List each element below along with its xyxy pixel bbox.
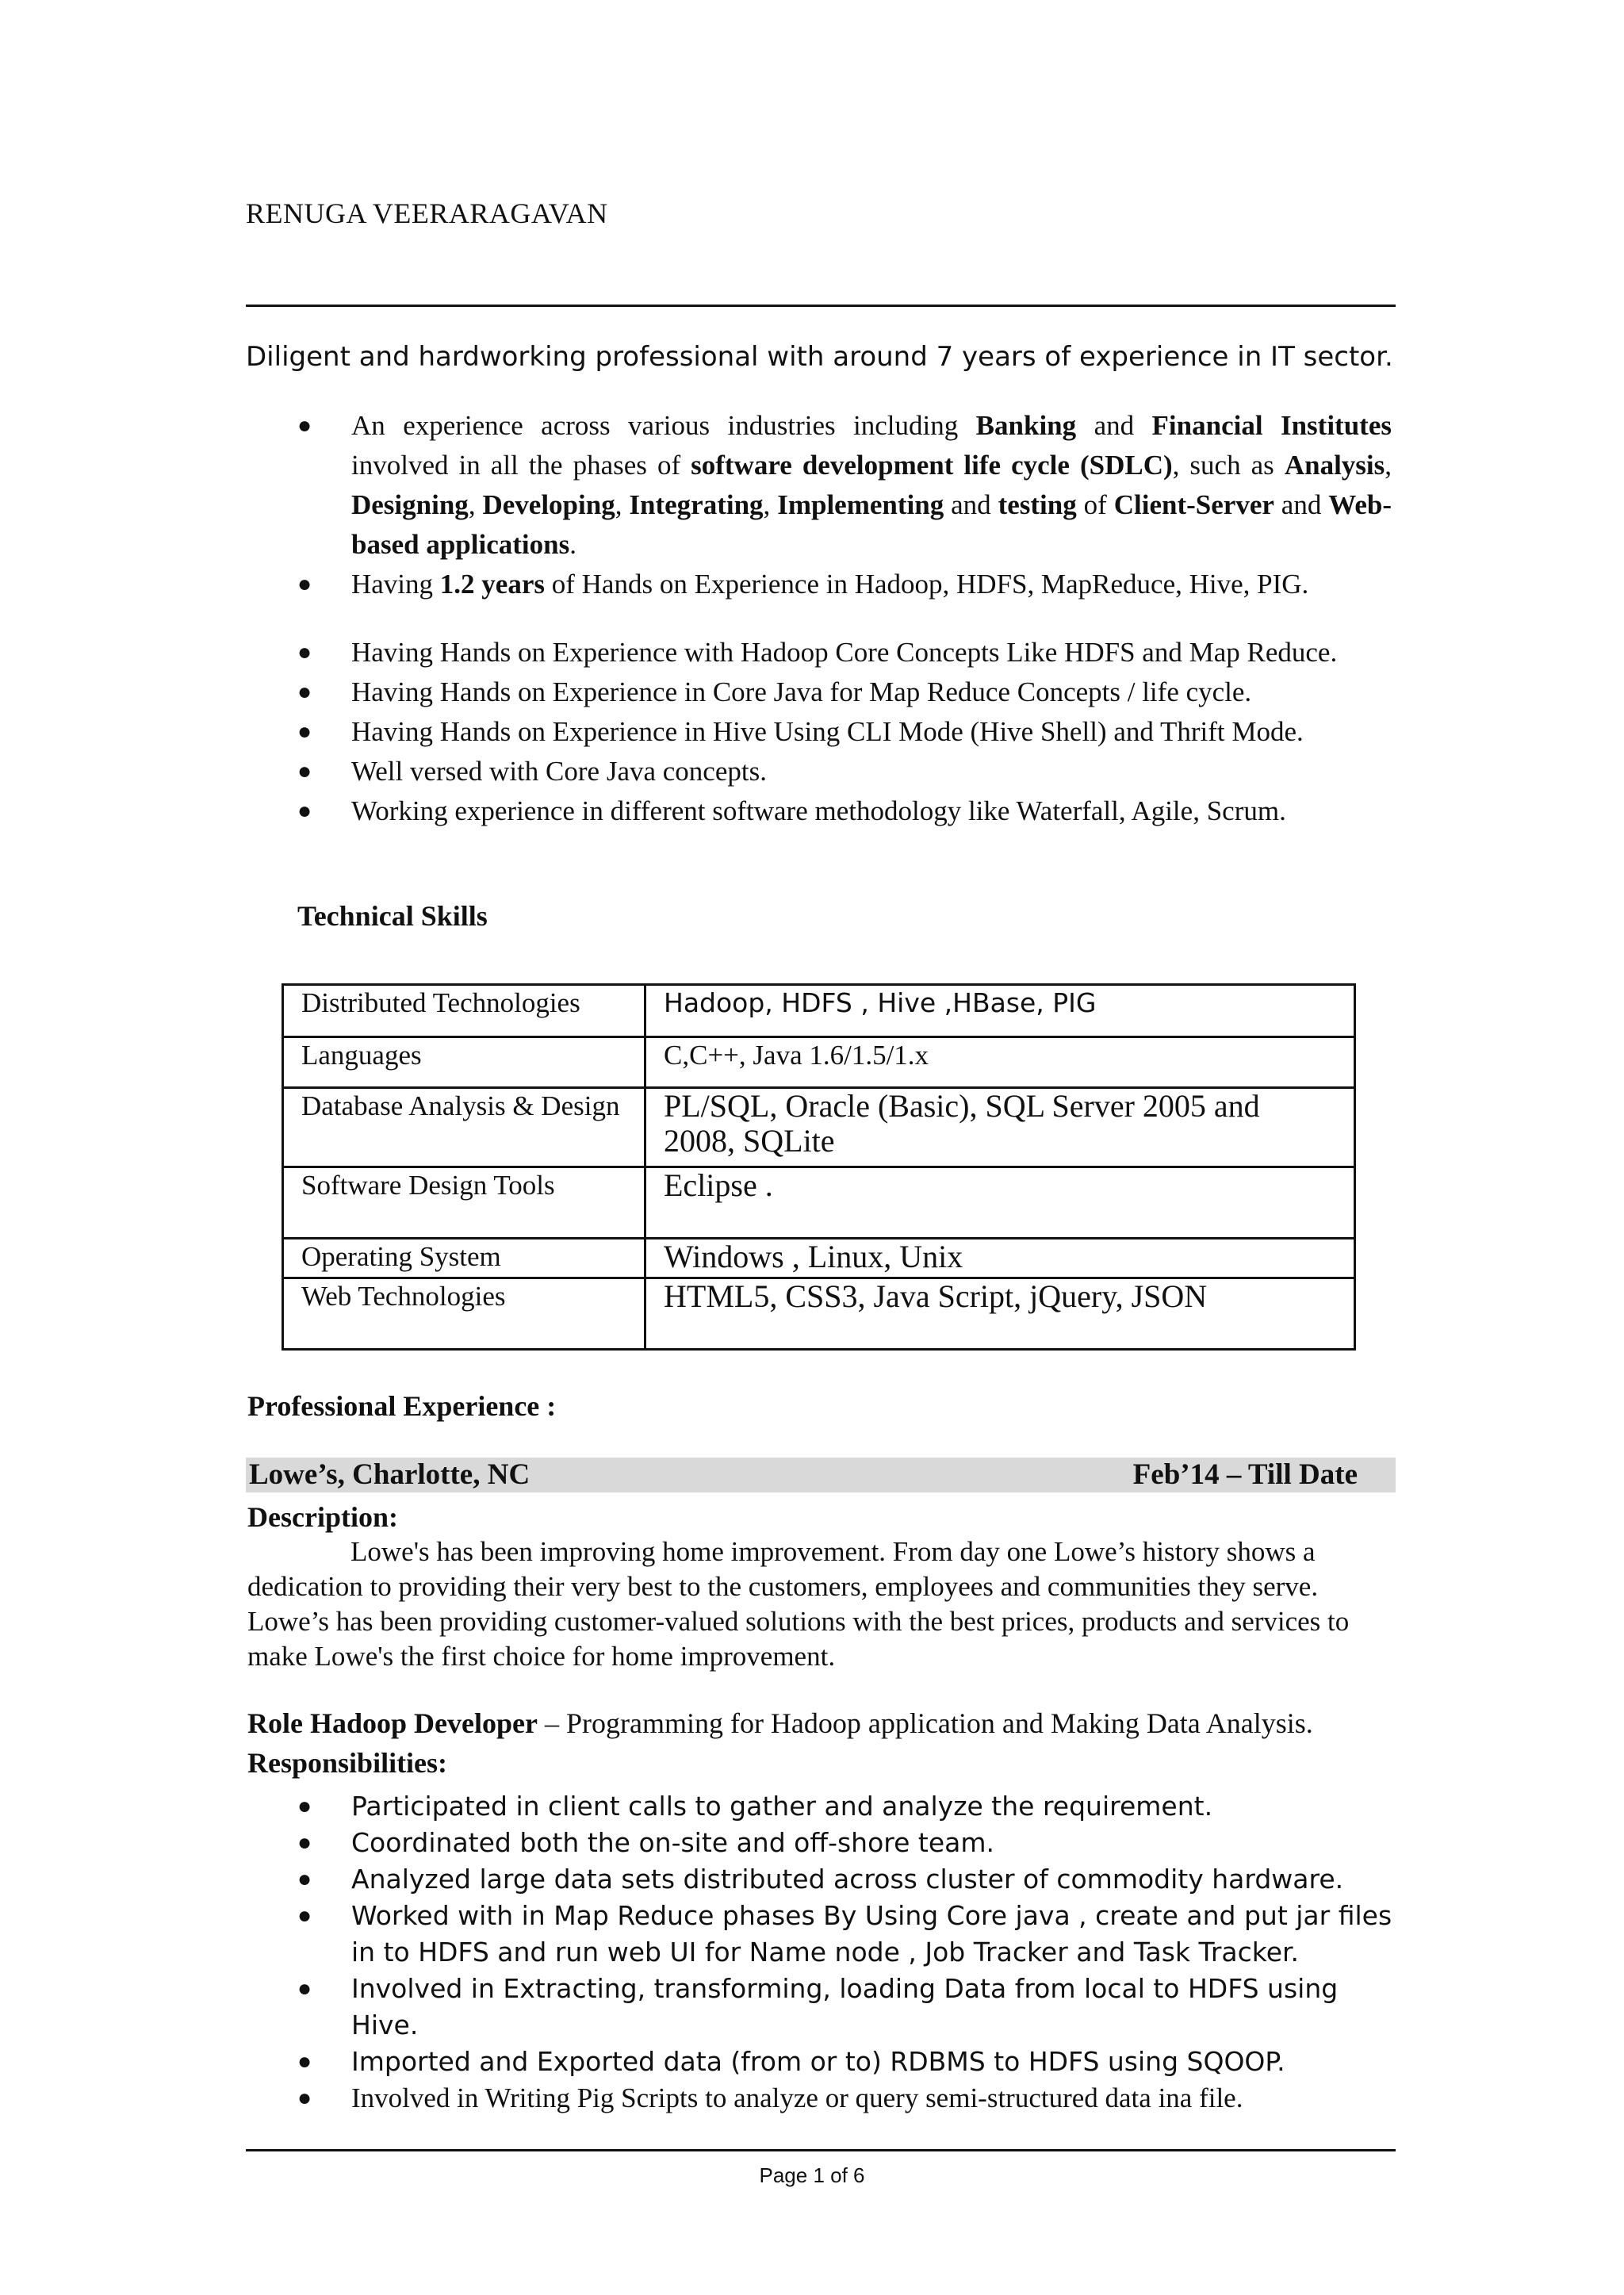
page-number: Page 1 of 6 bbox=[759, 2163, 865, 2187]
text: Having Hands on Experience in Hive Using CLI Mode (Hive Shell) and Thrift Mode. bbox=[351, 716, 1304, 747]
skill-category: Languages bbox=[283, 1037, 645, 1088]
text: Having bbox=[351, 569, 440, 600]
bold-text: Banking bbox=[975, 410, 1077, 441]
text: Analyzed large data sets distributed across cluster of commodity hardware. bbox=[351, 1864, 1344, 1895]
skill-category: Distributed Technologies bbox=[283, 985, 645, 1037]
summary-bullets bbox=[250, 406, 1392, 831]
responsibilities-list bbox=[250, 1788, 1408, 2117]
bullet-dot-icon: ● bbox=[297, 1793, 312, 1819]
text: Having Hands on Experience in Core Java for Map Reduce Concepts / life cycle. bbox=[351, 676, 1252, 707]
skills-table bbox=[282, 983, 1356, 1351]
skill-value: C,C++, Java 1.6/1.5/1.x bbox=[645, 1037, 1355, 1088]
bullet-dot-icon: ● bbox=[297, 798, 312, 824]
list-item bbox=[250, 1971, 1408, 2044]
list-item bbox=[250, 2044, 1408, 2080]
list-item bbox=[250, 406, 1392, 565]
bold-text: Developing bbox=[482, 489, 615, 520]
text: . bbox=[569, 529, 576, 560]
text: , bbox=[615, 489, 630, 520]
list-item bbox=[250, 712, 1392, 752]
text: and bbox=[1274, 489, 1329, 520]
text: , bbox=[1385, 450, 1392, 481]
text: Participated in client calls to gather and analyze the requirement. bbox=[351, 1791, 1213, 1822]
description-heading: Description: bbox=[247, 1501, 398, 1533]
bullet-dot-icon: ● bbox=[297, 1829, 312, 1856]
list-item bbox=[250, 565, 1392, 604]
text: of bbox=[1076, 489, 1114, 520]
description-body: Lowe's has been improving home improvement. From day one Lowe’s history shows a dedication to providing their very best to the customers, employees and communities they serve. Lowe’s has been providing customer-valued solutions with the best prices, products and services to make Lowe's the first choice for home improvement. bbox=[247, 1536, 1350, 1672]
bold-text: software development life cycle (SDLC) bbox=[691, 450, 1173, 481]
list-item bbox=[250, 1861, 1408, 1898]
experience-header-band bbox=[246, 1458, 1396, 1492]
skill-value: Windows , Linux, Unix bbox=[645, 1239, 1355, 1278]
table-row bbox=[283, 1278, 1355, 1350]
list-item bbox=[250, 633, 1392, 672]
text: Having Hands on Experience with Hadoop Core Concepts Like HDFS and Map Reduce. bbox=[351, 637, 1338, 668]
text: An experience across various industries including bbox=[351, 410, 976, 441]
text: Working experience in different software methodology like Waterfall, Agile, Scrum. bbox=[351, 795, 1286, 826]
table-row bbox=[283, 1239, 1355, 1278]
skill-value: HTML5, CSS3, Java Script, jQuery, JSON bbox=[645, 1278, 1355, 1350]
employment-dates: Feb’14 – Till Date bbox=[1132, 1458, 1358, 1491]
technical-skills-heading: Technical Skills bbox=[297, 900, 488, 932]
text: and bbox=[1076, 410, 1152, 441]
list-item bbox=[250, 1825, 1408, 1861]
bold-text: Implementing bbox=[777, 489, 944, 520]
skill-value: Eclipse . bbox=[645, 1167, 1355, 1239]
list-item bbox=[250, 791, 1392, 831]
skill-category: Operating System bbox=[283, 1239, 645, 1278]
table-row bbox=[283, 1037, 1355, 1088]
text: Imported and Exported data (from or to) RDBMS to HDFS using SQOOP. bbox=[351, 2046, 1285, 2077]
bullet-dot-icon: ● bbox=[297, 571, 312, 597]
text: Coordinated both the on-site and off-shore team. bbox=[351, 1827, 995, 1858]
skill-value: Hadoop, HDFS , Hive ,HBase, PIG bbox=[645, 985, 1355, 1037]
bold-text: Client-Server bbox=[1113, 489, 1274, 520]
text: involved in all the phases of bbox=[351, 450, 691, 481]
bullet-dot-icon: ● bbox=[297, 1902, 312, 1929]
list-item bbox=[250, 672, 1392, 712]
bold-text: 1.2 years bbox=[439, 569, 545, 600]
list-item bbox=[250, 1898, 1408, 1971]
text: Worked with in Map Reduce phases By Using Core java , create and put jar files in to HDFS and run web UI for Name node , Job Tracker and Task Tracker. bbox=[351, 1900, 1392, 1967]
text: of Hands on Experience in Hadoop, HDFS, MapReduce, Hive, PIG. bbox=[545, 569, 1309, 600]
text: Well versed with Core Java concepts. bbox=[351, 756, 767, 787]
bullet-dot-icon: ● bbox=[297, 2085, 312, 2111]
role-line bbox=[247, 1707, 1313, 1740]
skill-category: Web Technologies bbox=[283, 1278, 645, 1350]
bullet-dot-icon: ● bbox=[297, 758, 312, 784]
list-item bbox=[250, 752, 1392, 791]
table-row bbox=[283, 1088, 1355, 1167]
bold-text: Designing bbox=[351, 489, 469, 520]
bold-text: Financial Institutes bbox=[1151, 410, 1392, 441]
description-text bbox=[247, 1534, 1393, 1674]
role-text: – Programming for Hadoop application and Making Data Analysis. bbox=[537, 1707, 1313, 1739]
skill-value: PL/SQL, Oracle (Basic), SQL Server 2005 and 2008, SQLite bbox=[645, 1088, 1355, 1167]
bullet-dot-icon: ● bbox=[297, 718, 312, 745]
text: Involved in Writing Pig Scripts to analyze or query semi-structured data ina file. bbox=[351, 2082, 1243, 2113]
text: , such as bbox=[1172, 450, 1285, 481]
bold-text: Web-based applications bbox=[351, 489, 1392, 560]
bullet-dot-icon: ● bbox=[297, 1975, 312, 2002]
text: , bbox=[468, 489, 483, 520]
bullet-dot-icon: ● bbox=[297, 2048, 312, 2075]
footer-divider bbox=[246, 2149, 1396, 2151]
professional-experience-heading: Professional Experience : bbox=[247, 1390, 557, 1422]
skill-category: Software Design Tools bbox=[283, 1167, 645, 1239]
role-label: Role Hadoop Developer bbox=[247, 1707, 538, 1739]
table-row bbox=[283, 985, 1355, 1037]
bold-text: Integrating bbox=[629, 489, 764, 520]
text: Involved in Extracting, transforming, loading Data from local to HDFS using Hive. bbox=[351, 1973, 1339, 2040]
company-name: Lowe’s, Charlotte, NC bbox=[249, 1458, 530, 1491]
bullet-dot-icon: ● bbox=[297, 639, 312, 665]
bullet-dot-icon: ● bbox=[297, 679, 312, 705]
bullet-dot-icon: ● bbox=[297, 412, 312, 439]
bold-text: Analysis bbox=[1284, 450, 1385, 481]
header-divider bbox=[246, 305, 1396, 307]
resume-name: RENUGA VEERARAGAVAN bbox=[246, 197, 608, 229]
bold-text: testing bbox=[998, 489, 1077, 520]
list-item bbox=[250, 1788, 1408, 1825]
table-row bbox=[283, 1167, 1355, 1239]
text: and bbox=[944, 489, 998, 520]
skill-category: Database Analysis & Design bbox=[283, 1088, 645, 1167]
summary: Diligent and hardworking professional with around 7 years of experience in IT sector. bbox=[246, 341, 1393, 373]
responsibilities-heading: Responsibilities: bbox=[247, 1747, 448, 1779]
list-item bbox=[250, 2080, 1408, 2117]
text: , bbox=[763, 489, 778, 520]
bullet-dot-icon: ● bbox=[297, 1866, 312, 1892]
